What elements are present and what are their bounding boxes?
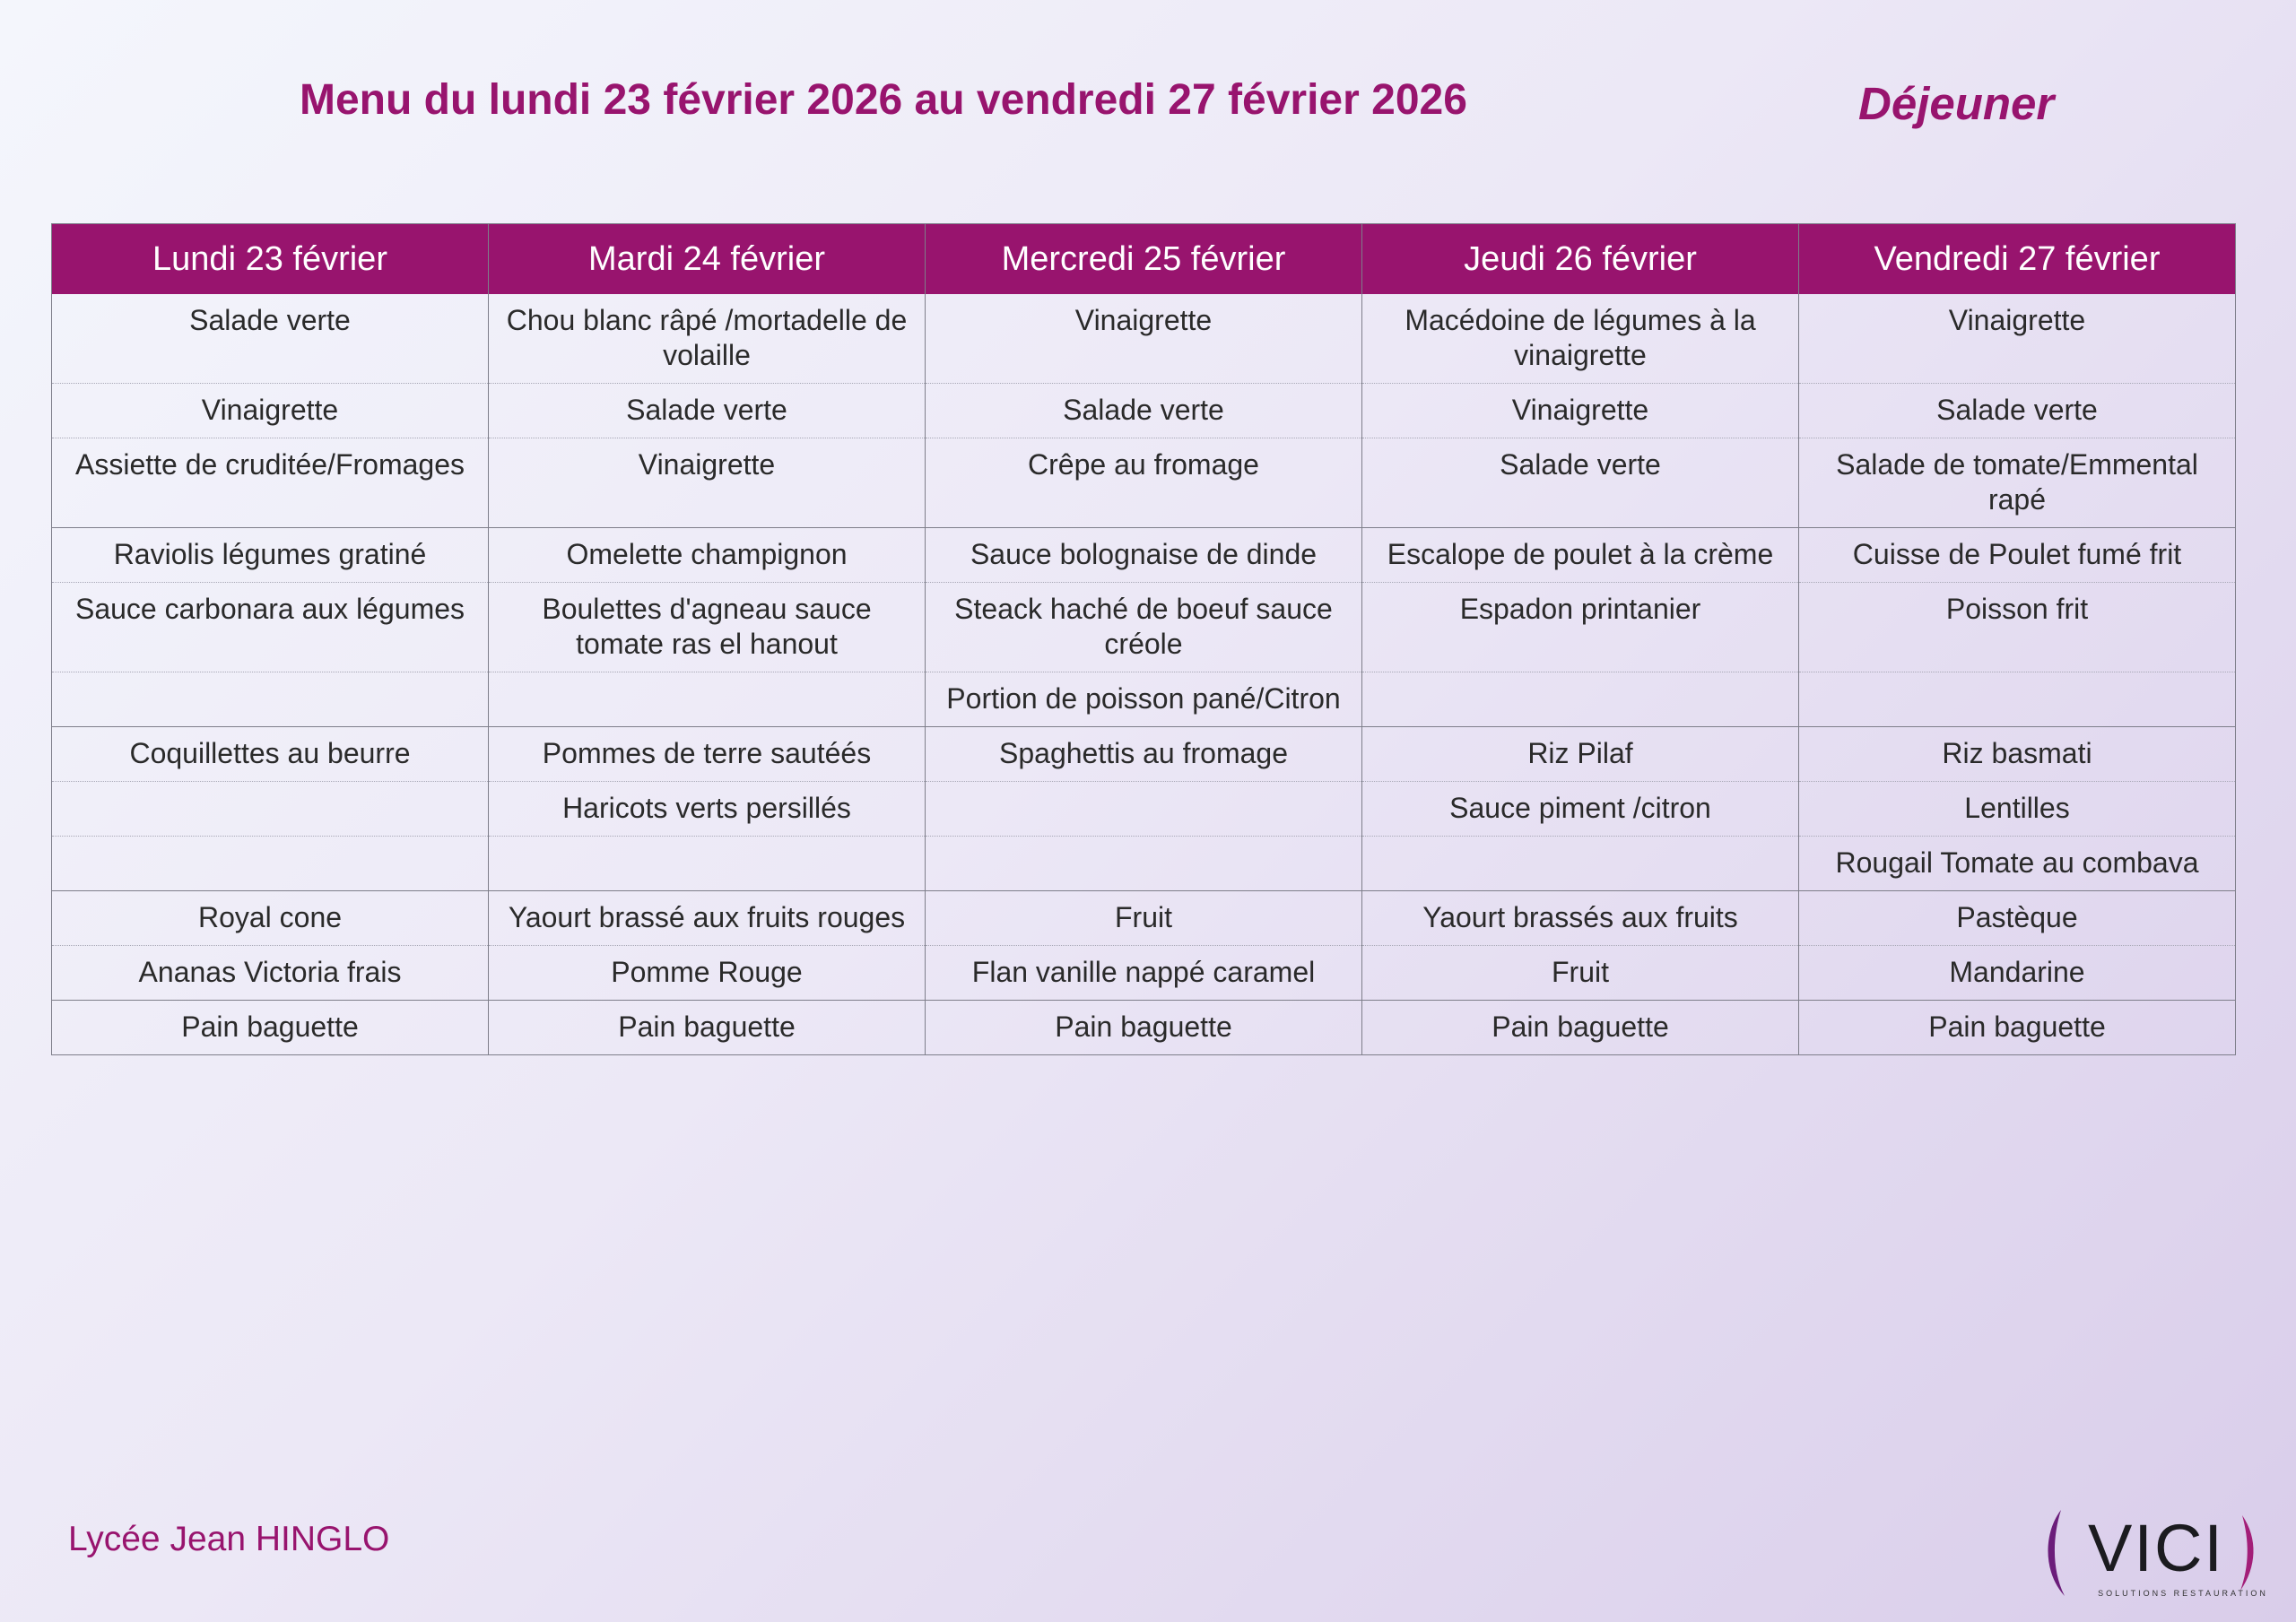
menu-cell (926, 837, 1362, 891)
menu-cell: Boulettes d'agneau sauce tomate ras el hanout (489, 583, 926, 672)
menu-cell: Vinaigrette (489, 438, 926, 528)
day-header-monday: Lundi 23 février (52, 224, 489, 295)
menu-cell: Mandarine (1799, 946, 2236, 1001)
menu-cell: Pomme Rouge (489, 946, 926, 1001)
table-row (52, 438, 2236, 528)
menu-cell: Omelette champignon (489, 528, 926, 583)
menu-table-body (52, 294, 2236, 1055)
menu-cell (489, 672, 926, 727)
menu-cell: Salade verte (1362, 438, 1799, 528)
table-row (52, 891, 2236, 946)
table-row (52, 672, 2236, 727)
menu-cell: Yaourt brassés aux fruits (1362, 891, 1799, 946)
table-row (52, 837, 2236, 891)
menu-cell: Pain baguette (52, 1001, 489, 1055)
menu-cell: Poisson frit (1799, 583, 2236, 672)
menu-cell (926, 782, 1362, 837)
menu-cell: Sauce bolognaise de dinde (926, 528, 1362, 583)
menu-table-header (52, 224, 2236, 295)
menu-cell (52, 837, 489, 891)
menu-cell: Lentilles (1799, 782, 2236, 837)
logo-left-swoosh (2048, 1510, 2065, 1596)
menu-cell: Royal cone (52, 891, 489, 946)
menu-cell: Crêpe au fromage (926, 438, 1362, 528)
menu-cell: Portion de poisson pané/Citron (926, 672, 1362, 727)
menu-cell: Haricots verts persillés (489, 782, 926, 837)
menu-cell (489, 837, 926, 891)
menu-cell: Pain baguette (1799, 1001, 2236, 1055)
menu-cell: Salade verte (489, 384, 926, 438)
menu-cell: Vinaigrette (926, 294, 1362, 384)
menu-cell: Vinaigrette (1799, 294, 2236, 384)
menu-cell: Pain baguette (489, 1001, 926, 1055)
menu-cell (1362, 837, 1799, 891)
menu-cell: Raviolis légumes gratiné (52, 528, 489, 583)
menu-cell: Macédoine de légumes à la vinaigrette (1362, 294, 1799, 384)
menu-cell: Pommes de terre sautéés (489, 727, 926, 782)
menu-cell: Riz basmati (1799, 727, 2236, 782)
menu-cell: Fruit (1362, 946, 1799, 1001)
table-row (52, 294, 2236, 384)
menu-cell: Flan vanille nappé caramel (926, 946, 1362, 1001)
menu-cell: Salade verte (1799, 384, 2236, 438)
menu-cell: Cuisse de Poulet fumé frit (1799, 528, 2236, 583)
table-row (52, 727, 2236, 782)
menu-cell: Salade verte (926, 384, 1362, 438)
menu-cell: Sauce carbonara aux légumes (52, 583, 489, 672)
day-header-tuesday: Mardi 24 février (489, 224, 926, 295)
table-row (52, 782, 2236, 837)
menu-cell: Salade verte (52, 294, 489, 384)
menu-cell: Yaourt brassé aux fruits rouges (489, 891, 926, 946)
menu-cell: Vinaigrette (1362, 384, 1799, 438)
table-row (52, 946, 2236, 1001)
menu-cell: Riz Pilaf (1362, 727, 1799, 782)
menu-cell (1799, 672, 2236, 727)
menu-cell (52, 782, 489, 837)
menu-cell: Salade de tomate/Emmental rapé (1799, 438, 2236, 528)
menu-cell: Escalope de poulet à la crème (1362, 528, 1799, 583)
table-row (52, 1001, 2236, 1055)
menu-table (51, 223, 2236, 1055)
meal-label: Déjeuner (1858, 78, 2055, 129)
menu-cell: Sauce piment /citron (1362, 782, 1799, 837)
logo-right-swoosh (2240, 1515, 2254, 1591)
day-header-thursday: Jeudi 26 février (1362, 224, 1799, 295)
menu-cell: Assiette de cruditée/Fromages (52, 438, 489, 528)
menu-cell (52, 672, 489, 727)
menu-cell: Fruit (926, 891, 1362, 946)
menu-cell: Rougail Tomate au combava (1799, 837, 2236, 891)
school-name: Lycée Jean HINGLO (68, 1520, 390, 1558)
table-row (52, 528, 2236, 583)
page-title: Menu du lundi 23 février 2026 au vendredi 27 février 2026 (300, 76, 1467, 124)
table-row (52, 583, 2236, 672)
logo-tagline: SOLUTIONS RESTAURATION (2098, 1589, 2268, 1598)
day-header-row (52, 224, 2236, 295)
menu-cell: Spaghettis au fromage (926, 727, 1362, 782)
menu-cell: Ananas Victoria frais (52, 946, 489, 1001)
menu-cell: Pain baguette (926, 1001, 1362, 1055)
day-header-friday: Vendredi 27 février (1799, 224, 2236, 295)
menu-cell: Chou blanc râpé /mortadelle de volaille (489, 294, 926, 384)
menu-cell (1362, 672, 1799, 727)
day-header-wednesday: Mercredi 25 février (926, 224, 1362, 295)
menu-cell: Vinaigrette (52, 384, 489, 438)
logo-wordmark: VICI (2088, 1511, 2224, 1585)
menu-cell: Espadon printanier (1362, 583, 1799, 672)
menu-cell: Coquillettes au beurre (52, 727, 489, 782)
menu-cell: Steack haché de boeuf sauce créole (926, 583, 1362, 672)
vici-logo (2041, 1505, 2274, 1603)
menu-cell: Pastèque (1799, 891, 2236, 946)
menu-cell: Pain baguette (1362, 1001, 1799, 1055)
table-row (52, 384, 2236, 438)
